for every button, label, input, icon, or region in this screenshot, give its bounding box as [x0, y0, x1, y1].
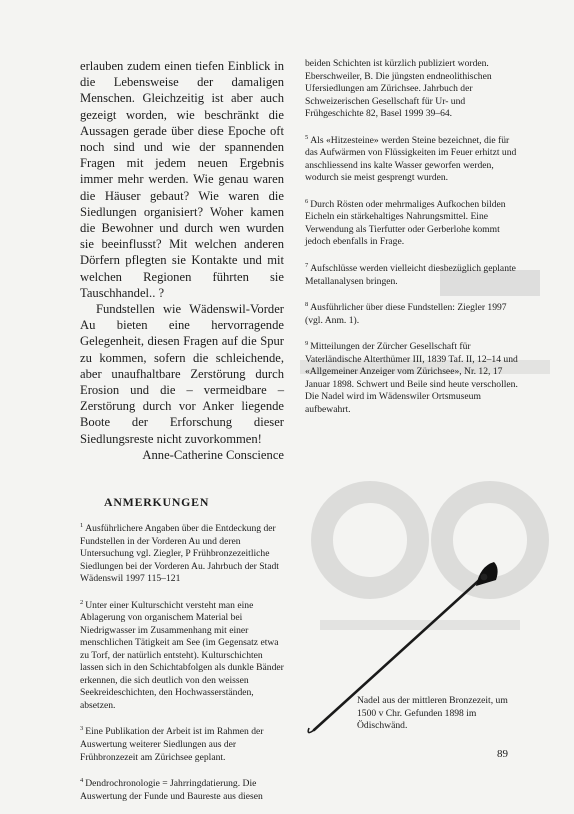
footnote-text: Unter einer Kulturschicht versteht man eine Ablagerung von organischem Material bei Niedrigwasser im Zusammenhang mit einer menschlichen Tätigkeit am See (im Gegensatz etwa zu Torf, der natürlich entsteht). Kulturschichten lassen sich in den Schichtabfolgen als dunkle Bänder erkennen, die sich deutlich von den weissen Seekreideschichten, den Hochwasserständen, absetzen.	[80, 599, 284, 711]
footnote-number: 4	[80, 777, 84, 785]
footnote-number: 9	[305, 340, 309, 348]
footnote-5	[305, 132, 523, 185]
footnote-text: Durch Rösten oder mehrmaliges Aufkochen bilden Eicheln ein stärkehaltiges Nahrungsmittel. Eine Verwendung als Tierfutter oder Gerberlohe kommt jedoch ebenfalls in Frage.	[305, 198, 506, 248]
author-signature: Anne-Catherine Conscience	[142, 447, 284, 462]
footnote-number: 8	[305, 301, 309, 309]
footnote-number: 5	[305, 133, 309, 141]
footnote-9	[305, 338, 523, 416]
needle-tip-hook	[308, 728, 314, 733]
footnote-2	[80, 597, 284, 713]
body-paragraph-1: erlauben zudem einen tiefen Einblick in die Lebensweise der damaligen Menschen. Gleichzeitig ist aber auch gezeigt worden, wie beschränkt die Aussagen gerade über diese Epoche oft noch sind und wie der spannenden Fragen mit jedem neuen Ergebnis immer mehr werden. Wie genau waren die Häuser gebaut? Wie waren die Siedlungen organisiert? Woher kamen die Bewohner und durch wen wurden sie beeinflusst? Mit welchen anderen Dörfern pflegten sie Kontakte und mit welchen Regionen führten sie Tauschhandel.. ?	[80, 59, 284, 300]
figure-caption: Nadel aus der mittleren Bronzezeit, um 1500 v Chr. Gefunden 1898 im Ödischwänd.	[357, 695, 508, 731]
footnote-text: Dendrochronologie = Jahrringdatierung. Die Auswertung der Funde und Baureste aus diesen	[80, 778, 263, 802]
footnote-text: Mitteilungen der Zürcher Gesellschaft für Vaterländische Alterthümer III, 1839 Taf. II, 12–14 und «Allgemeiner Anzeiger vom Zürichsee», Nr. 12, 17 Januar 1898. Schwert und Beile sind heute verschollen. Die Nadel wird im Wädenswiler Ortsmuseum aufbewahrt.	[305, 341, 518, 415]
notes-heading: ANMERKUNGEN	[104, 495, 210, 510]
footnote-number: 1	[80, 522, 84, 530]
page-number: 89	[497, 748, 508, 760]
footnote-8	[305, 299, 523, 327]
footnote-text: Ausführlicher über diese Fundstellen: Ziegler 1997 (vgl. Anm. 1).	[305, 302, 507, 326]
footnote-text: Ausführlichere Angaben über die Entdeckung der Fundstellen in der Vorderen Au und deren Untersuchung vgl. Ziegler, P Frühbronzezeitliche Siedlungen bei der Vorderen Au. Jahrbuch der Stadt Wädenswil 1997 115–121	[80, 523, 279, 585]
right-column	[305, 58, 523, 427]
footnote-text: Aufschlüsse werden vielleicht diesbezüglich geplante Metallanalysen bringen.	[305, 263, 516, 287]
footnote-7	[305, 260, 523, 288]
footnote-3	[80, 723, 284, 764]
footnote-number: 7	[305, 261, 309, 269]
footnote-number: 2	[80, 598, 84, 606]
footnote-6	[305, 196, 523, 249]
footnote-number: 3	[80, 725, 84, 733]
needle-band	[481, 574, 488, 581]
footnote-4	[80, 775, 284, 803]
body-paragraph-2: Fundstellen wie Wädenswil-Vorder Au bieten eine hervorragende Gelegenheit, diesen Fragen auf die Spur zu kommen, sofern die schleichende, aber unaufhaltbare Zerstörung durch Erosion und die – vermeidbare – Zerstörung durch vor Anker liegende Boote der Erforschung dieser Siedlungsreste nicht zuvorkommen!	[80, 302, 284, 446]
left-column	[80, 58, 284, 814]
footnote-text: Eine Publikation der Arbeit ist im Rahmen der Auswertung weiterer Siedlungen aus der Frühbronzezeit am Zürichsee geplant.	[80, 726, 264, 763]
footnote-1	[80, 520, 284, 586]
footnote-text: Als «Hitzesteine» werden Steine bezeichnet, die für das Aufwärmen von Flüssigkeiten im Feuer erhitzt und anschliessend ins kalte Wasser geworfen werden, wodurch sie meist gesprengt wurden.	[305, 134, 517, 184]
footnote-number: 6	[305, 197, 309, 205]
needle-head	[476, 562, 498, 586]
footnote-4-continuation: beiden Schichten ist kürzlich publiziert worden. Eberschweiler, B. Die jüngsten endneolithischen Ufersiedlungen am Zürichsee. Jahrbuch der Schweizerischen Gesellschaft für Ur- und Frühgeschichte 82, Basel 1999 39–64.	[305, 58, 492, 119]
